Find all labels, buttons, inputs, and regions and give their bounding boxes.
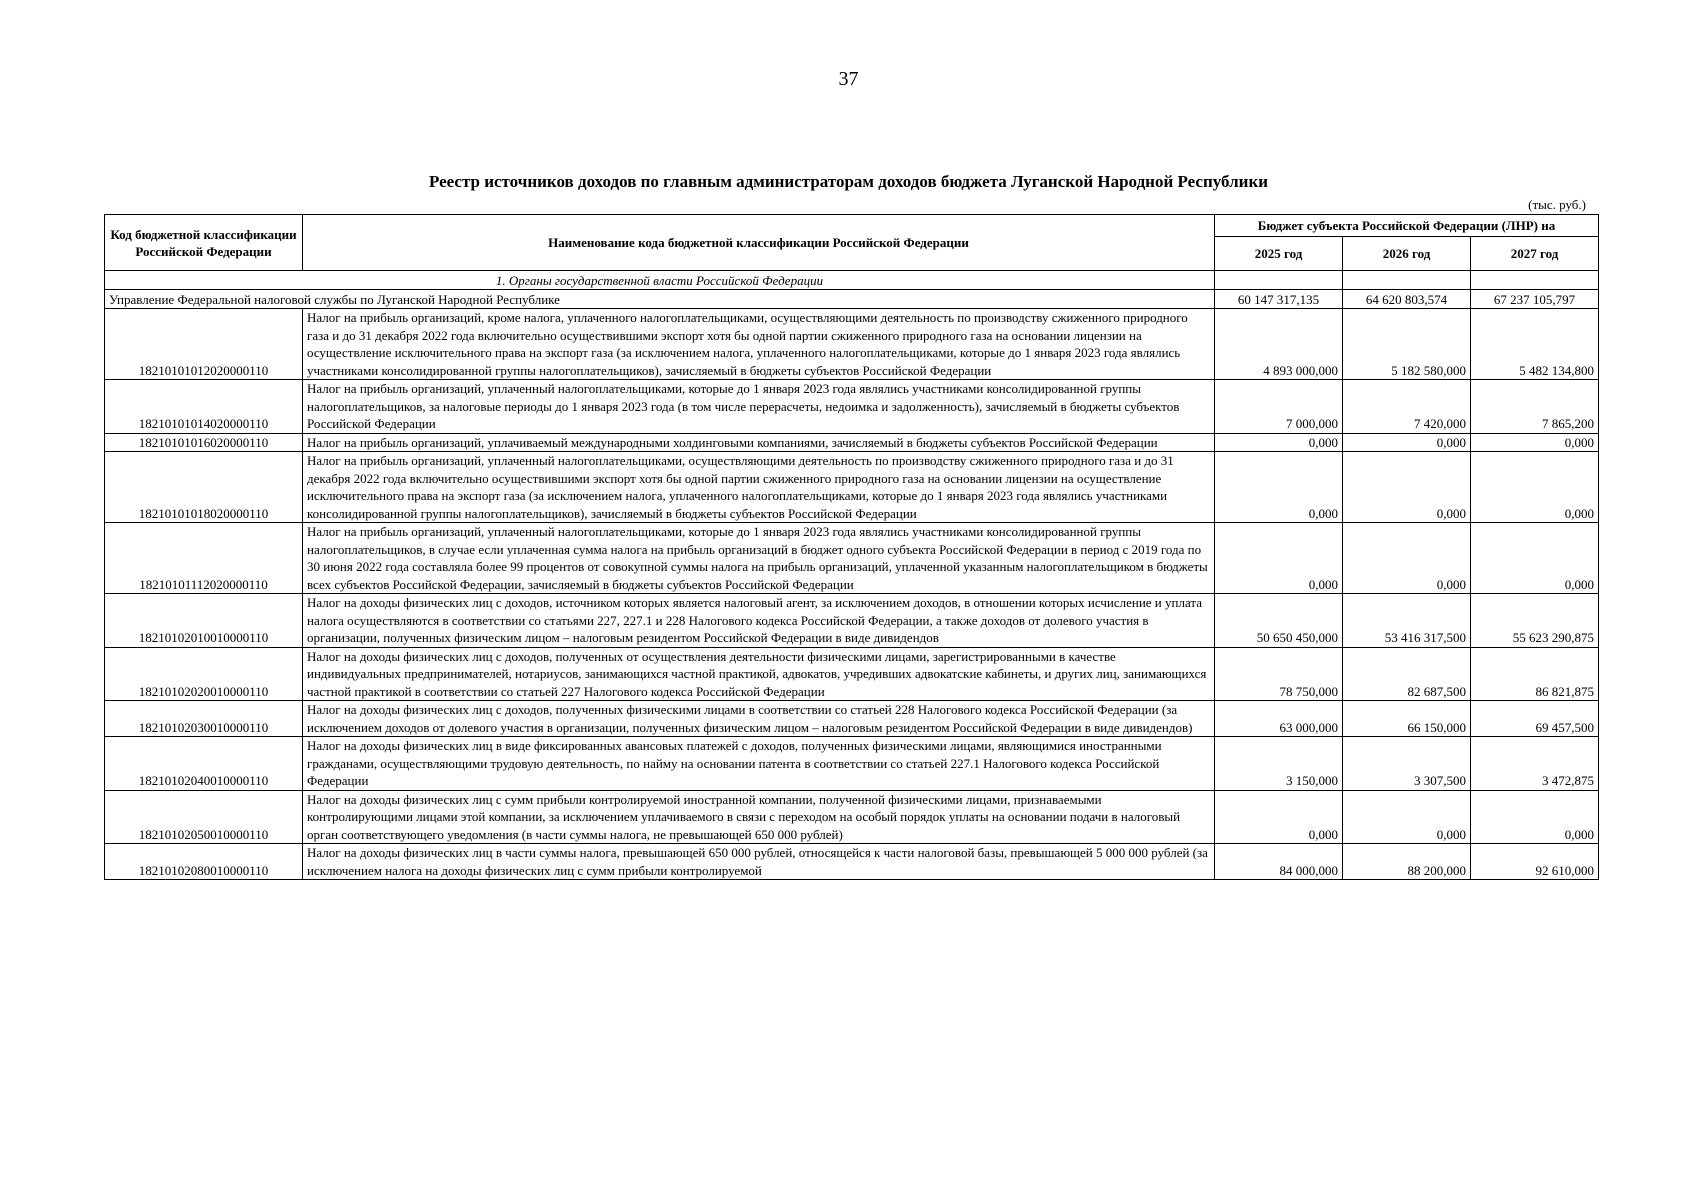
table-row <box>105 433 1599 452</box>
table-row <box>105 844 1599 880</box>
budget-code: 18210101014020000110 <box>105 380 303 434</box>
table-row <box>105 452 1599 523</box>
budget-code: 18210101018020000110 <box>105 452 303 523</box>
budget-code-name: Налог на прибыль организаций, уплаченный налогоплательщиками, осуществляющими деятельность по производству сжиженного природного газа и до 31 декабря 2022 года включительно осуществившими экспорт хотя бы одной партии сжиженного природного газа на основании лицензии на осуществление исключительного права на экспорт газа (за исключением налога, уплаченного налогоплательщиками, которые до 1 января 2023 года являлись участниками консолидированной группы налогоплательщиков), зачисляемый в бюджеты субъектов Российской Федерации <box>303 452 1215 523</box>
budget-code-name: Налог на доходы физических лиц с доходов, полученных от осуществления деятельности физическими лицами, зарегистрированными в качестве индивидуальных предпринимателей, нотариусов, занимающихся частной практикой, адвокатов, учредивших адвокатские кабинеты, и других лиц, занимающихся частной практикой в соответствии со статьей 227 Налогового кодекса Российской Федерации <box>303 647 1215 701</box>
amount-2027: 69 457,500 <box>1471 701 1599 737</box>
budget-code-name: Налог на прибыль организаций, уплаченный налогоплательщиками, которые до 1 января 2023 года являлись участниками консолидированной группы налогоплательщиков, за налоговые периоды до 1 января 2023 года (в том числе перерасчеты, недоимка и задолженность), зачисляемый в бюджеты субъектов Российской Федерации <box>303 380 1215 434</box>
budget-code-name: Налог на доходы физических лиц в виде фиксированных авансовых платежей с доходов, полученных физическими лицами, являющимися иностранными гражданами, осуществляющими трудовую деятельность, по найму на основании патента в соответствии со статьей 227.1 Налогового кодекса Российской Федерации <box>303 737 1215 791</box>
table-row <box>105 737 1599 791</box>
amount-2026: 0,000 <box>1343 790 1471 844</box>
administrator-name: Управление Федеральной налоговой службы по Луганской Народной Республике <box>105 290 1215 309</box>
amount-2026: 53 416 317,500 <box>1343 594 1471 648</box>
amount-2027: 92 610,000 <box>1471 844 1599 880</box>
amount-2026: 0,000 <box>1343 523 1471 594</box>
amount-2026: 88 200,000 <box>1343 844 1471 880</box>
table-row <box>105 647 1599 701</box>
section-title: 1. Органы государственной власти Российской Федерации <box>105 271 1215 290</box>
budget-code: 18210101112020000110 <box>105 523 303 594</box>
amount-2027: 0,000 <box>1471 790 1599 844</box>
budget-code-name: Налог на прибыль организаций, уплачиваемый международными холдинговыми компаниями, зачисляемый в бюджеты субъектов Российской Федерации <box>303 433 1215 452</box>
amount-2025: 0,000 <box>1215 790 1343 844</box>
budget-code: 18210101016020000110 <box>105 433 303 452</box>
budget-code: 18210102040010000110 <box>105 737 303 791</box>
header-year-2026: 2026 год <box>1343 237 1471 271</box>
table-row <box>105 701 1599 737</box>
table-row <box>105 309 1599 380</box>
amount-2025: 3 150,000 <box>1215 737 1343 791</box>
section-empty-cell <box>1343 271 1471 290</box>
budget-code: 18210102020010000110 <box>105 647 303 701</box>
budget-code: 18210102080010000110 <box>105 844 303 880</box>
header-code: Код бюджетной классификации Российской Федерации <box>105 215 303 271</box>
budget-code-name: Налог на доходы физических лиц с сумм прибыли контролируемой иностранной компании, полученной физическими лицами, признаваемыми контролирующими лицами этой компании, за исключением уплачиваемого в связи с переходом на особый порядок уплаты на основании подачи в налоговый орган соответствующего уведомления (в части суммы налога, не превышающей 650 000 рублей) <box>303 790 1215 844</box>
amount-2027: 0,000 <box>1471 452 1599 523</box>
amount-2027: 3 472,875 <box>1471 737 1599 791</box>
header-year-2025: 2025 год <box>1215 237 1343 271</box>
amount-2025: 0,000 <box>1215 452 1343 523</box>
amount-2026: 3 307,500 <box>1343 737 1471 791</box>
page-number: 37 <box>838 68 859 90</box>
units-note: (тыс. руб.) <box>1528 197 1586 212</box>
budget-code: 18210102010010000110 <box>105 594 303 648</box>
administrator-total-2025: 60 147 317,135 <box>1215 290 1343 309</box>
amount-2025: 7 000,000 <box>1215 380 1343 434</box>
budget-code: 18210102050010000110 <box>105 790 303 844</box>
budget-code-name: Налог на доходы физических лиц с доходов, источником которых является налоговый агент, за исключением доходов, в отношении которых исчисление и уплата налога осуществляются в соответствии со статьями 227, 227.1 и 228 Налогового кодекса Российской Федерации, а также доходов от долевого участия в организации, полученных физическим лицом – налоговым резидентом Российской Федерации в виде дивидендов <box>303 594 1215 648</box>
budget-code-name: Налог на доходы физических лиц в части суммы налога, превышающей 650 000 рублей, относящейся к части налоговой базы, превышающей 5 000 000 рублей (за исключением налога на доходы физических лиц с сумм прибыли контролируемой <box>303 844 1215 880</box>
budget-code-name: Налог на доходы физических лиц с доходов, полученных физическими лицами в соответствии со статьей 228 Налогового кодекса Российской Федерации (за исключением доходов от долевого участия в организации, полученных физическим лицом – налоговым резидентом Российской Федерации в виде дивидендов) <box>303 701 1215 737</box>
document-title: Реестр источников доходов по главным администраторам доходов бюджета Луганской Народной Республики <box>428 172 1269 191</box>
header-name: Наименование кода бюджетной классификации Российской Федерации <box>303 215 1215 271</box>
budget-code: 18210101012020000110 <box>105 309 303 380</box>
table-row <box>105 594 1599 648</box>
header-budget-group: Бюджет субъекта Российской Федерации (ЛНР) на <box>1215 215 1599 237</box>
amount-2025: 63 000,000 <box>1215 701 1343 737</box>
budget-code: 18210102030010000110 <box>105 701 303 737</box>
amount-2025: 0,000 <box>1215 523 1343 594</box>
section-empty-cell <box>1215 271 1343 290</box>
administrator-total-2026: 64 620 803,574 <box>1343 290 1471 309</box>
header-year-2027: 2027 год <box>1471 237 1599 271</box>
amount-2026: 0,000 <box>1343 452 1471 523</box>
amount-2027: 55 623 290,875 <box>1471 594 1599 648</box>
budget-code-name: Налог на прибыль организаций, кроме налога, уплаченного налогоплательщиками, осуществляющими деятельность по производству сжиженного природного газа и до 31 декабря 2022 года включительно осуществившими экспорт хотя бы одной партии сжиженного природного газа на основании лицензии на осуществление исключительного права на экспорт газа (за исключением налога, уплаченного налогоплательщиками, которые до 1 января 2023 года являлись участниками консолидированной группы налогоплательщиков), зачисляемый в бюджеты субъектов Российской Федерации <box>303 309 1215 380</box>
amount-2027: 0,000 <box>1471 523 1599 594</box>
amount-2026: 5 182 580,000 <box>1343 309 1471 380</box>
amount-2025: 0,000 <box>1215 433 1343 452</box>
amount-2027: 7 865,200 <box>1471 380 1599 434</box>
table-row <box>105 790 1599 844</box>
revenue-registry-table <box>104 214 1599 880</box>
table-row <box>105 523 1599 594</box>
amount-2026: 0,000 <box>1343 433 1471 452</box>
amount-2025: 84 000,000 <box>1215 844 1343 880</box>
budget-code-name: Налог на прибыль организаций, уплаченный налогоплательщиками, которые до 1 января 2023 года являлись участниками консолидированной группы налогоплательщиков, в случае если уплаченная сумма налога на прибыль организаций в бюджет одного субъекта Российской Федерации в период с 2019 года по 30 июня 2022 года составляла более 99 процентов от совокупной суммы налога на прибыль организаций, уплаченной указанным налогоплательщиком в бюджеты всех субъектов Российской Федерации, зачисляемый в бюджеты субъектов Российской Федерации <box>303 523 1215 594</box>
table-row <box>105 380 1599 434</box>
amount-2026: 7 420,000 <box>1343 380 1471 434</box>
amount-2027: 5 482 134,800 <box>1471 309 1599 380</box>
amount-2025: 4 893 000,000 <box>1215 309 1343 380</box>
amount-2027: 86 821,875 <box>1471 647 1599 701</box>
amount-2027: 0,000 <box>1471 433 1599 452</box>
amount-2026: 82 687,500 <box>1343 647 1471 701</box>
section-empty-cell <box>1471 271 1599 290</box>
amount-2025: 78 750,000 <box>1215 647 1343 701</box>
amount-2025: 50 650 450,000 <box>1215 594 1343 648</box>
amount-2026: 66 150,000 <box>1343 701 1471 737</box>
administrator-total-2027: 67 237 105,797 <box>1471 290 1599 309</box>
